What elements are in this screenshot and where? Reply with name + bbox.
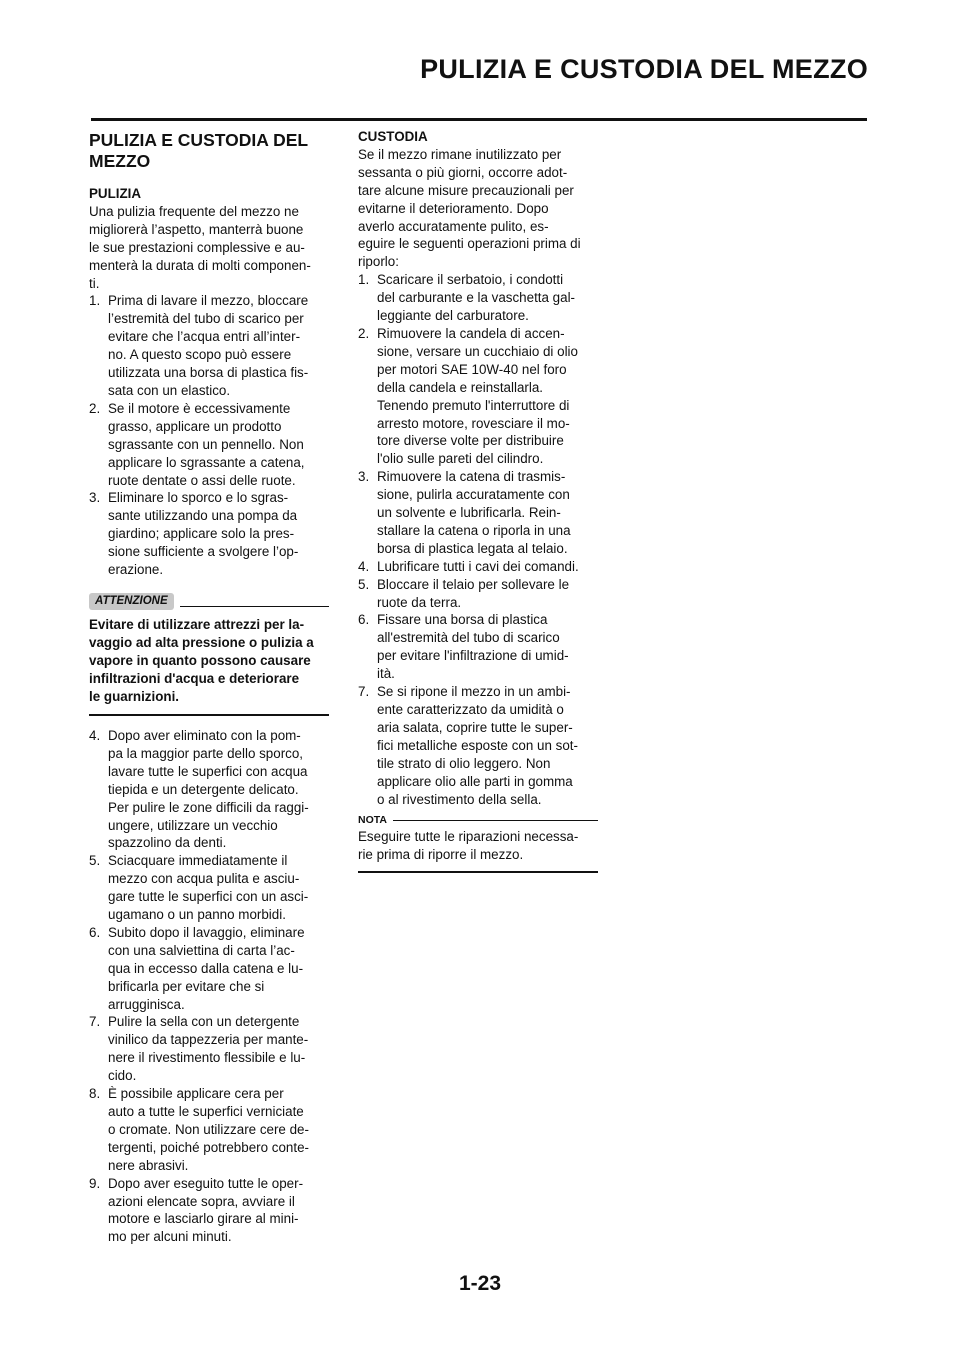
text-line: sante utilizzando una pompa da: [108, 508, 298, 524]
cleaning-steps-a: [89, 292, 329, 579]
text-line: con una salviettina di carta l’ac-: [108, 942, 295, 958]
list-item: [89, 489, 329, 579]
text-line: Rimuovere la candela di accen-: [377, 325, 565, 341]
text-line: Lubrificare tutti i cavi dei comandi.: [377, 558, 579, 574]
text-line: l'olio sulle pareti del cilindro.: [377, 451, 544, 467]
storage-steps: [358, 271, 598, 808]
text-line: tile strato di olio leggero. Non: [377, 755, 551, 771]
list-item: [89, 400, 329, 490]
text-line: gare tutte le superfici con un asci-: [108, 889, 309, 905]
text-line: evitare che l’acqua entri all’inter-: [108, 329, 301, 345]
text-line: nere il rivestimento flessibile e lu-: [108, 1050, 306, 1066]
text-line: Scaricare il serbatoio, i condotti: [377, 272, 564, 288]
text-line: le sue prestazioni complessive e au-: [89, 239, 305, 255]
list-item-text: [377, 683, 598, 808]
cleaning-steps-b: [89, 727, 329, 1246]
list-item: [358, 271, 598, 325]
text-line: tore diverse volte per distribuire: [377, 433, 564, 449]
note-rule: [393, 820, 598, 822]
list-item: [89, 1085, 329, 1175]
text-line: spazzolino da denti.: [108, 835, 227, 851]
text-line: ità.: [377, 666, 395, 682]
list-item-number: 7.: [358, 684, 370, 700]
text-line: cido.: [108, 1068, 137, 1084]
section-title-line1: PULIZIA E CUSTODIA DEL: [89, 130, 309, 150]
text-line: mo per alcuni minuti.: [108, 1229, 232, 1245]
list-item-number: 3.: [358, 469, 370, 485]
text-line: ente caratterizzato da umidità o: [377, 702, 564, 717]
text-line: auto a tutte le superfici verniciate: [108, 1104, 304, 1119]
list-item-text: [108, 292, 329, 399]
text-line: applicare olio alle parti in gomma: [377, 773, 573, 789]
text-line: Evitare di utilizzare attrezzi per la-: [89, 616, 305, 632]
text-line: arresto motore, rovesciare il mo-: [377, 415, 570, 431]
text-line: aria salata, coprire tutte le super-: [377, 719, 573, 735]
list-item-text: [108, 852, 329, 924]
text-line: arrugginisca.: [108, 996, 185, 1012]
text-line: lavare tutte le superfici con acqua: [108, 763, 308, 779]
text-line: sione sufficiente a svolgere l’op-: [108, 544, 299, 560]
text-line: giardino; applicare solo la pres-: [108, 526, 295, 542]
list-item-text: [108, 727, 329, 852]
note-bottom-rule: [358, 871, 598, 873]
list-item: [358, 611, 598, 683]
text-line: È possibile applicare cera per: [108, 1086, 284, 1102]
text-line: Tenendo premuto l'interruttore di: [377, 397, 570, 413]
text-line: Se si ripone il mezzo in un ambi-: [377, 684, 571, 700]
text-line: brificarla per evitare che si: [108, 978, 265, 994]
attention-bottom-rule: [89, 714, 329, 716]
text-line: eguire le seguenti operazioni prima di: [358, 236, 581, 252]
text-line: Eseguire tutte le riparazioni necessa-: [358, 829, 579, 845]
text-line: sessanta o più giorni, occorre adot-: [358, 164, 568, 180]
text-line: mezzo con acqua pulita e asciu-: [108, 871, 300, 887]
list-item-number: 4.: [89, 727, 101, 743]
text-line: menterà la durata di molti componen-: [89, 257, 311, 273]
storage-title: CUSTODIA: [358, 129, 428, 144]
list-item-text: [108, 1175, 329, 1247]
list-item: [358, 325, 598, 468]
list-item-text: [377, 558, 598, 576]
list-item-text: [377, 325, 598, 468]
list-item-text: [108, 400, 329, 490]
list-item: [89, 852, 329, 924]
text-line: un solvente e lubrificarla. Rein-: [377, 505, 561, 521]
list-item: [358, 468, 598, 558]
text-line: tare alcune misure precauzionali per: [358, 182, 574, 198]
text-line: tiepida e un detergente delicato.: [108, 781, 299, 797]
page-number: 1-23: [458, 1272, 502, 1295]
list-item: [358, 683, 598, 808]
section-title: [89, 130, 329, 172]
list-item-text: [108, 1013, 329, 1085]
text-line: Dopo aver eseguito tutte le oper-: [108, 1175, 304, 1191]
text-line: le guarnizioni.: [89, 688, 180, 704]
list-item-number: 5.: [358, 576, 370, 592]
text-line: della candela e reinstallarla.: [377, 379, 543, 395]
text-line: applicare lo sgrassante a catena,: [108, 454, 305, 470]
list-item-text: [377, 611, 598, 683]
text-line: sgrassante con un pennello. Non: [108, 436, 304, 452]
text-line: motore e lasciarlo girare al mini-: [108, 1211, 299, 1227]
page-header: [0, 0, 960, 130]
text-line: stallare la catena o riporla in una: [377, 522, 571, 538]
list-item-text: [108, 924, 329, 1014]
text-line: ruote da terra.: [377, 594, 462, 610]
list-item-number: 7.: [89, 1014, 101, 1030]
text-line: erazione.: [108, 562, 164, 578]
text-line: Per pulire le zone difficili da raggi-: [108, 799, 309, 815]
header-title: PULIZIA E CUSTODIA DEL MEZZO: [420, 54, 868, 84]
text-line: Dopo aver eliminato con la pom-: [108, 727, 301, 743]
text-line: Sciacquare immediatamente il: [108, 853, 288, 869]
text-line: grasso, applicare un prodotto: [108, 418, 282, 434]
header-rule: [91, 118, 867, 121]
text-line: Bloccare il telaio per sollevare le: [377, 576, 570, 592]
text-line: leggiante del carburatore.: [377, 308, 529, 324]
text-line: sione, pulirla accuratamente con: [377, 487, 570, 503]
attention-header: [89, 593, 329, 610]
list-item: [358, 558, 598, 576]
text-line: riporlo:: [358, 254, 399, 270]
list-item-number: 9.: [89, 1175, 101, 1191]
list-item-number: 2.: [358, 325, 370, 341]
text-line: l’estremità del tubo di scarico per: [108, 311, 304, 327]
list-item-number: 2.: [89, 400, 101, 416]
text-line: tergenti, poiché potrebbero conte-: [108, 1139, 309, 1155]
text-line: averlo accuratamente pulito, es-: [358, 218, 549, 234]
list-item-number: 1.: [358, 272, 370, 288]
note-label: NOTA: [358, 814, 387, 827]
text-line: Eliminare lo sporco e lo sgras-: [108, 490, 289, 506]
text-line: per motori SAE 10W-40 nel foro: [377, 361, 567, 377]
text-line: Rimuovere la catena di trasmis-: [377, 469, 566, 485]
text-line: o cromate. Non utilizzare cere de-: [108, 1121, 309, 1137]
text-line: Prima di lavare il mezzo, bloccare: [108, 293, 309, 309]
list-item: [89, 1013, 329, 1085]
right-column: [358, 128, 598, 873]
text-line: ti.: [89, 275, 100, 291]
text-line: fici metalliche esposte con un sot-: [377, 737, 578, 753]
text-line: ruote dentate o assi delle ruote.: [108, 472, 296, 488]
list-item-number: 5.: [89, 853, 101, 869]
text-line: utilizzata una borsa di plastica fis-: [108, 365, 309, 381]
text-line: evitarne il deterioramento. Dopo: [358, 200, 549, 216]
section-title-line2: MEZZO: [89, 151, 151, 171]
list-item-number: 8.: [89, 1086, 101, 1102]
text-line: o al rivestimento della sella.: [377, 791, 542, 807]
list-item-text: [108, 1085, 329, 1175]
text-line: ugamano o un panno morbidi.: [108, 907, 286, 923]
list-item: [89, 924, 329, 1014]
text-line: Se il mezzo rimane inutilizzato per: [358, 146, 562, 162]
text-line: all'estremità del tubo di scarico: [377, 630, 560, 646]
list-item-number: 4.: [358, 558, 370, 574]
note-header: [358, 814, 598, 826]
text-line: sione, versare un cucchiaio di olio: [377, 343, 578, 359]
list-item: [89, 1175, 329, 1247]
attention-badge: ATTENZIONE: [89, 593, 174, 610]
text-line: Pulire la sella con un detergente: [108, 1014, 300, 1030]
storage-intro: [358, 146, 598, 271]
text-line: sata con un elastico.: [108, 382, 231, 398]
left-column: [89, 128, 329, 1246]
text-line: vapore in quanto possono causare: [89, 652, 311, 668]
text-line: vaggio ad alta pressione o pulizia a: [89, 634, 314, 650]
cleaning-title: PULIZIA: [89, 186, 142, 201]
text-line: pa la maggior parte dello sporco,: [108, 745, 304, 761]
list-item-text: [377, 576, 598, 612]
text-line: borsa di plastica legata al telaio.: [377, 540, 568, 556]
note-text: [358, 828, 598, 864]
text-line: vinilico da tappezzeria per mante-: [108, 1032, 309, 1048]
list-item-number: 6.: [89, 924, 101, 940]
text-line: azioni elencate sopra, avviare il: [108, 1193, 295, 1209]
text-line: Fissare una borsa di plastica: [377, 612, 548, 628]
list-item-number: 6.: [358, 612, 370, 628]
text-line: ungere, utilizzare un vecchio: [108, 817, 278, 833]
text-line: migliorerà l’aspetto, manterrà buone: [89, 221, 304, 237]
list-item-number: 3.: [89, 490, 101, 506]
list-item-text: [377, 271, 598, 325]
text-line: infiltrazioni d'acqua e deteriorare: [89, 670, 300, 686]
list-item: [89, 727, 329, 852]
attention-rule: [180, 606, 329, 608]
list-item: [89, 292, 329, 399]
list-item-number: 1.: [89, 293, 101, 309]
text-line: no. A questo scopo può essere: [108, 347, 292, 363]
attention-text: [89, 616, 329, 706]
text-line: nere abrasivi.: [108, 1157, 189, 1173]
list-item: [358, 576, 598, 612]
list-item-text: [108, 489, 329, 579]
text-line: Una pulizia frequente del mezzo ne: [89, 203, 299, 219]
text-line: del carburante e la vaschetta gal-: [377, 290, 576, 306]
text-line: Subito dopo il lavaggio, eliminare: [108, 924, 305, 940]
text-line: rie prima di riporre il mezzo.: [358, 847, 524, 863]
cleaning-intro: [89, 203, 329, 293]
list-item-text: [377, 468, 598, 558]
text-line: qua in eccesso dalla catena e lu-: [108, 960, 304, 976]
text-line: per evitare l'infiltrazione di umid-: [377, 648, 569, 664]
text-line: Se il motore è eccessivamente: [108, 400, 291, 416]
